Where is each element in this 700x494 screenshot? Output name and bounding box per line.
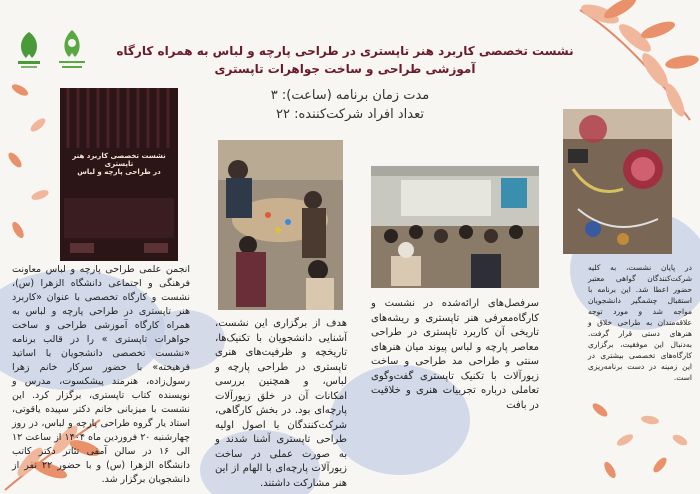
duration-text: مدت زمان برنامه (ساعت): ۳: [270, 88, 430, 103]
leaf-bottom-right-decoration: [580, 390, 700, 494]
workshop-photo-2: [371, 166, 539, 288]
workshop-photo-1: [218, 140, 343, 310]
topics-paragraph: سرفصل‌های ارائه‌شده در نشست و کارگاه‌معرفی هنر تاپستری و ریشه‌های تاریخی آن کاربرد تاپستری در طراحی معاصر پارچه و لباس پیوند میان هنرهای سنتی و طراحی مد طراحی و ساخت زیورآلات با تکنیک تاپستری گفت‌وگوی تعاملی درباره تجربیات هنری و خلاقیت در بافت: [371, 298, 539, 411]
leaf-dots-decoration: [0, 80, 60, 250]
title-line-2: آموزشی طراحی و ساخت جواهرات تاپستری: [214, 62, 476, 76]
participants-text: تعداد افراد شرکت‌کننده: ۲۲: [276, 107, 424, 122]
intro-paragraph: انجمن علمی طراحی پارچه و لباس معاونت فرهنگی و اجتماعی دانشگاه الزهرا (س)، نشست و کارگاه تخصصی با عنوان «کاربرد هنر تاپستری در طراحی پارچه و لباس به همراه کارگاه آموزشی طراحی و ساخت جواهرات تاپستری » را در قالب برنامه «نشست تخصصی دانشجویان با اساتید فرهیخته» با حضور سرکار خانم زهرا رسول‌زاده، هنرمند پیشکسوت، مدرس و نویسنده کتاب تاپستری، برگزار کرد. این نشست با میزبانی خانم دکتر سپیده یاقوتی، استاد یار گروه طراحی پارچه و لباس، در روز چهارشنبه ۲۰ فروردین ماه ۱۴۰۴ از ساعت ۱۲ الی ۱۶ در سالن آمفی تئاتر دکتر کاتب دانشگاه الزهرا (س) و با حضور ۲۲ نفر از دانشجویان برگزار شد.: [12, 264, 190, 485]
event-meta: [200, 86, 500, 124]
poster-subtitle: در طراحی پارچه و لباس: [77, 168, 161, 176]
jewelry-photo: [563, 109, 672, 254]
page-title: [110, 42, 580, 78]
closing-paragraph: در پایان نشست، به کلیه شرکت‌کنندگان گواهی معتبر حضور اعطا شد. این برنامه با استقبال چشمگیر دانشجویان مواجه شد و مورد توجه علاقه‌مندان به طراحی خلاق و هنرهای دستی قرار گرفت. به‌دنبال این موفقیت، برگزاری کارگاه‌های تخصصی بیشتری در این زمینه در دست برنامه‌ریزی است.: [588, 263, 692, 382]
association-logo-icon: [54, 26, 90, 72]
title-line-1: نشست تخصصی کاربرد هنر تاپستری در طراحی پارچه و لباس به همراه کارگاه: [116, 44, 574, 58]
university-logo-icon: [12, 28, 46, 70]
goal-paragraph: هدف از برگزاری این نشست، آشنایی دانشجویان با تکنیک‌ها، تاریخچه و ظرفیت‌های هنری تاپستری در طراحی پارچه و لباس، و همچنین بررسی امکانات آن در خلق زیورآلات پارچه‌ای بود. در بخش کارگاهی، شرکت‌کنندگان با اصول اولیه طراحی تاپستری آشنا شدند و به صورت عملی در ساخت زیورآلات پارچه‌ای با الهام از این هنر مشارکت داشتند.: [215, 318, 347, 489]
event-poster-image: [60, 88, 178, 261]
poster-title: نشست تخصصی کاربرد هنر تاپستری: [72, 152, 166, 168]
